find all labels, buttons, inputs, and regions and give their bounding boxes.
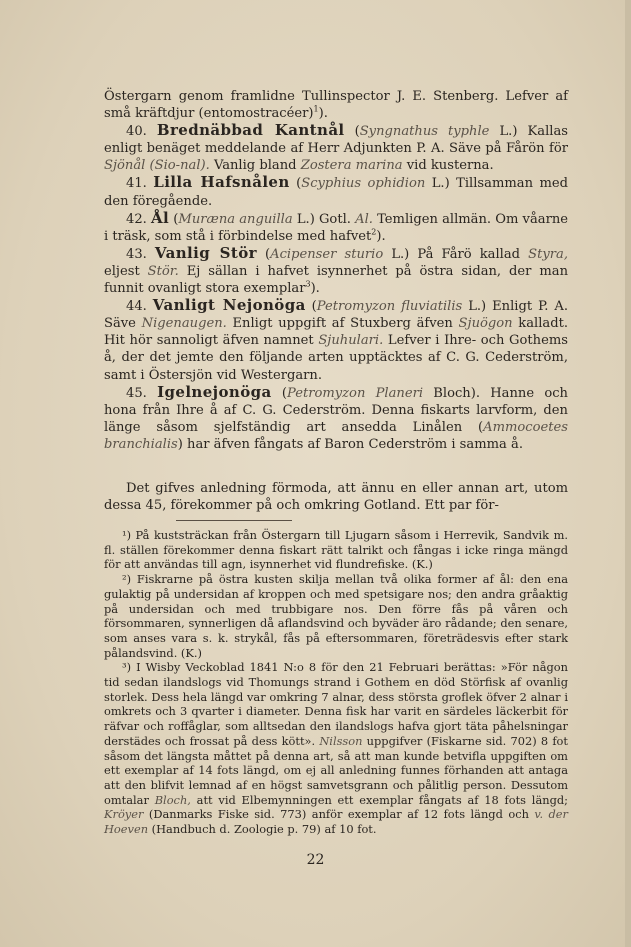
footnote-3: ³) I Wisby Veckoblad 1841 N:o 8 för den 21 Februari berättas: »För någon tid sedan ilandslogs vid Thomungs strand i Gothem en död Störfisk af ovanlig storlek. Dess hela längd var omkring 7 alnar, dess största groflek öfver 2 alnar i omkrets och 3 qvarter i diameter. Denna fisk har varit en särdeles läckerbit för räfvar och roffåglar, som alltsedan den ilandslogs hafva gjort täta påhelsningar derstädes och frossat på dess kött». Nilsson uppgifver (Fiskarne sid. 702) 8 fot såsom det längsta måttet på denna art, så att man kunde betvifla uppgiften om ett exemplar af 14 fots längd, om ej all anledning funnes förhanden att antaga att den blifvit lemnad af en högst samvetsgrann och pålitlig person. Dessutom omtalar Bloch, att vid Elbemynningen ett exemplar fångats af 18 fots längd; Kröyer (Danmarks Fiske sid. 773) anför exemplar af 12 fots längd och v. der Hoeven (Handbuch d. Zoologie p. 79) af 10 fot. [104,660,568,837]
species-name: Vanligt Nejonöga [152,296,306,315]
entry-43: 43. Vanlig Stör (Acipenser sturio L.) På Fårö kallad Styra, eljest Stör. Ej sällan i hafvet isynnerhet på östra sidan, der man funnit ovanligt stora exemplar$^3$). [104,243,569,297]
page-number: 22 [306,852,325,868]
entry-40: 40. Brednäbbad Kantnål (Syngnathus typhle L.) Kallas enligt benäget meddelande af Herr Adjunkten P. A. Säve på Fårön för Sjönål (Sio-nal). Vanlig bland Zostera marina vid kusterna. [104,121,568,174]
entry-41: 41. Lilla Hafsnålen (Scyphius ophidion L.) Tillsamman med den föregående. [104,173,568,209]
entry-42: 42. Ål (Muræna anguilla L.) Gotl. Al. Temligen allmän. Om våarne i träsk, som stå i förbindelse med hafvet$^2$). [104,208,569,244]
footnote-divider [176,520,292,521]
closing-paragraph: Det gifves anledning förmoda, att ännu en eller annan art, utom dessa 45, förekommer på och omkring Gotland. Ett par för- [104,480,568,514]
entry-44: 44. Vanligt Nejonöga (Petromyzon fluviatilis L.) Enligt P. A. Säve Nigenaugen. Enligt uppgift af Stuxberg äfven Sjuögon kalladt. Hit hör sannoligt äfven namnet Sjuhulari. Lefver i Ihre- och Gothems å, der det jemte den följande arten upptäcktes af C. G. Cederström, samt i Östersjön vid Westergarn. [104,296,569,383]
footnote-2: ²) Fiskrarne på östra kusten skilja mellan två olika former af ål: den ena gulaktig på undersidan af kroppen och med spetsigare nos; den andra gråaktig på undersidan och med trubbigare nos. Den förre fås på våren och försommaren, synnerligen då aflandsvind och byväder äro rådande; den senare, som anses vara s. k. strykål, fås på eftersommaren, företrädesvis efter stark pålandsvind. (K.) [104,572,568,660]
page-edge [625,0,631,947]
intro-paragraph: Östergarn genom framlidne Tullinspector J. E. Stenberg. Lefver af små kräftdjur (entomostracéer)$^1$). [104,89,568,122]
footnotes [104,528,568,837]
species-name: Vanlig Stör [154,243,257,262]
species-name: Brednäbbad Kantnål [156,121,345,140]
species-name: Lilla Hafsnålen [153,173,290,192]
species-name: Igelnejonöga [157,382,272,401]
entry-45: 45. Igelnejonöga (Petromyzon Planeri Bloch). Hanne och hona från Ihre å af C. G. Cederström. Denna fiskarts larvform, den länge såsom sjelfständig art ansedda Linålen (Ammocoetes branchialis) har äfven fångats af Baron Cederström i samma å. [104,382,568,452]
footnote-1: ¹) På kuststräckan från Östergarn till Ljugarn såsom i Herrevik, Sandvik m. fl. ställen förekommer denna fiskart rätt talrikt och fångas i icke ringa mängd för att användas till agn, isynnerhet vid flundrefiske. (K.) [104,528,568,572]
species-name: Ål [151,208,170,227]
main-text [104,88,568,514]
